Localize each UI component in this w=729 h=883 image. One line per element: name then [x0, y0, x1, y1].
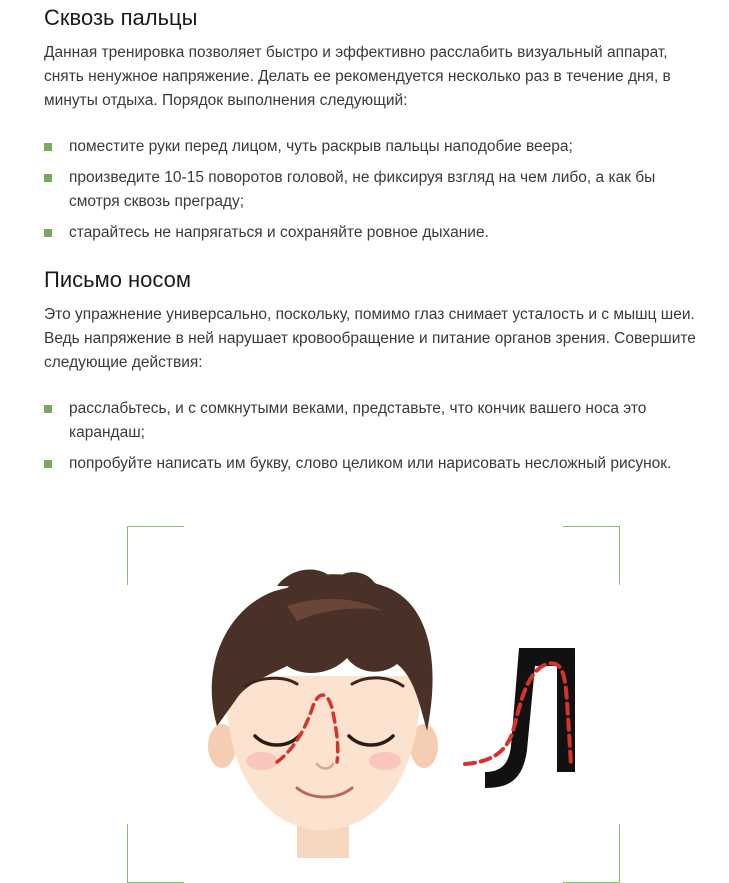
bullet-square-icon: [44, 143, 52, 151]
list-item: [44, 166, 704, 214]
bullet-square-icon: [44, 460, 52, 468]
list-item-text: расслабьтесь, и с сомкнутыми веками, представьте, что кончик вашего носа это карандаш;: [69, 400, 647, 441]
list-item-text: старайтесь не напрягаться и сохраняйте ровное дыхание.: [69, 224, 489, 241]
bullet-square-icon: [44, 405, 52, 413]
exercise-illustration: [127, 526, 620, 883]
section-intro: Это упражнение универсально, поскольку, помимо глаз снимает усталость и с мышц шеи. Ведь напряжение в ней нарушает кровообращение и питание органов зрения. Совершите следующие действия:: [44, 306, 696, 371]
bullet-square-icon: [44, 174, 52, 182]
list-item-text: попробуйте написать им букву, слово целиком или нарисовать несложный рисунок.: [69, 455, 672, 472]
cyrillic-letter-el-icon: [465, 648, 575, 788]
list-item: [44, 452, 704, 476]
article-body: [44, 0, 704, 483]
list-item: [44, 135, 704, 159]
list-item-text: поместите руки перед лицом, чуть раскрыв пальцы наподобие веера;: [69, 138, 573, 155]
illustration-canvas: [127, 526, 620, 883]
bullet-list: [44, 135, 704, 245]
bullet-square-icon: [44, 229, 52, 237]
list-item: [44, 221, 704, 245]
bullet-list: [44, 397, 704, 476]
section-intro: Данная тренировка позволяет быстро и эффективно расслабить визуальный аппарат, снять ненужное напряжение. Делать ее рекомендуется несколько раз в течение дня, в минуты отдыха. Порядок выполнения следующий:: [44, 44, 671, 109]
section-title-nose-writing: Письмо носом: [44, 267, 192, 292]
face-closed-eyes-icon: [208, 570, 438, 858]
list-item-text: произведите 10-15 поворотов головой, не фиксируя взгляд на чем либо, а как бы смотря сквозь преграду;: [69, 169, 656, 210]
list-item: [44, 397, 704, 445]
section-title-through-fingers: Сквозь пальцы: [44, 5, 198, 30]
